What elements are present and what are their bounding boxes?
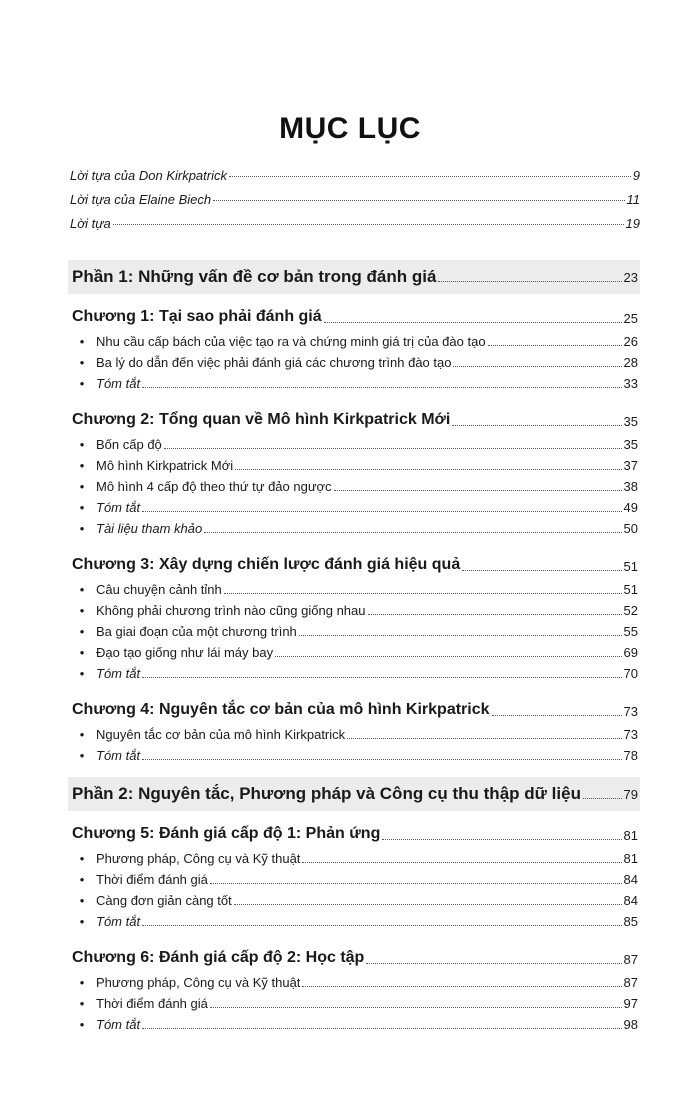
dot-leader bbox=[164, 448, 622, 449]
toc-chapter-entry-label: Chương 6: Đánh giá cấp độ 2: Học tập bbox=[72, 949, 365, 966]
toc-chapter-entry[interactable] bbox=[68, 296, 640, 326]
toc-item-entry-page-number: 84 bbox=[623, 893, 638, 908]
toc-item-entry-label: Mô hình 4 cấp độ theo thứ tự đảo ngược bbox=[96, 479, 332, 494]
dot-leader bbox=[299, 635, 622, 636]
toc-part-entry-label: Phần 2: Nguyên tắc, Phương pháp và Công cụ thu thập dữ liệu bbox=[72, 784, 581, 803]
dot-leader bbox=[453, 366, 621, 367]
toc-item-entry-page-number: 78 bbox=[623, 748, 638, 763]
dot-leader bbox=[302, 986, 621, 987]
bullet-icon: • bbox=[79, 355, 85, 370]
toc-item-entry-page-number: 50 bbox=[623, 521, 638, 536]
dot-leader bbox=[334, 490, 622, 491]
toc-chapter-entry[interactable] bbox=[68, 813, 640, 843]
dot-leader bbox=[324, 322, 622, 323]
toc-item-entry-label: Đạo tạo giống như lái máy bay bbox=[96, 645, 274, 660]
table-of-contents bbox=[68, 168, 640, 1046]
toc-item-entry[interactable] bbox=[68, 370, 640, 391]
toc-intro-entry-page-number: 11 bbox=[626, 192, 640, 207]
toc-item-entry-page-number: 98 bbox=[623, 1017, 638, 1032]
toc-item-entry[interactable] bbox=[68, 452, 640, 473]
toc-intro-entry-label: Lời tựa bbox=[70, 216, 111, 231]
dot-leader bbox=[204, 532, 621, 533]
toc-item-entry[interactable] bbox=[68, 515, 640, 536]
dot-leader bbox=[113, 224, 624, 225]
toc-item-entry[interactable] bbox=[68, 990, 640, 1011]
bullet-icon: • bbox=[79, 727, 85, 742]
bullet-icon: • bbox=[79, 666, 85, 681]
dot-leader bbox=[452, 425, 621, 426]
dot-leader bbox=[229, 176, 631, 177]
toc-chapter-entry-page-number: 87 bbox=[623, 952, 638, 967]
bullet-icon: • bbox=[79, 645, 85, 660]
toc-item-entry[interactable] bbox=[68, 969, 640, 990]
toc-item-entry-page-number: 52 bbox=[623, 603, 638, 618]
dot-leader bbox=[438, 281, 621, 282]
toc-item-entry-label: Ba giai đoạn của một chương trình bbox=[96, 624, 297, 639]
toc-chapter-entry-label: Chương 2: Tổng quan về Mô hình Kirkpatrick Mới bbox=[72, 411, 451, 428]
toc-item-entry[interactable] bbox=[68, 328, 640, 349]
dot-leader bbox=[235, 469, 621, 470]
toc-part-entry-page-number: 23 bbox=[623, 269, 638, 285]
toc-chapter-entry-page-number: 73 bbox=[623, 704, 638, 719]
toc-chapter-entry-label: Chương 1: Tại sao phải đánh giá bbox=[72, 308, 322, 325]
toc-item-entry-page-number: 38 bbox=[623, 479, 638, 494]
toc-item-entry[interactable] bbox=[68, 597, 640, 618]
dot-leader bbox=[142, 925, 621, 926]
toc-item-entry[interactable] bbox=[68, 494, 640, 515]
dot-leader bbox=[275, 656, 621, 657]
bullet-icon: • bbox=[79, 376, 85, 391]
toc-item-entry-page-number: 97 bbox=[623, 996, 638, 1011]
bullet-icon: • bbox=[79, 975, 85, 990]
dot-leader bbox=[382, 839, 621, 840]
toc-item-entry-label: Bốn cấp độ bbox=[96, 437, 162, 452]
dot-leader bbox=[347, 738, 621, 739]
toc-item-entry-page-number: 87 bbox=[623, 975, 638, 990]
toc-chapter-entry-label: Chương 4: Nguyên tắc cơ bản của mô hình Kirkpatrick bbox=[72, 701, 490, 718]
dot-leader bbox=[213, 200, 624, 201]
toc-chapter-entry-label: Chương 5: Đánh giá cấp độ 1: Phản ứng bbox=[72, 825, 381, 842]
toc-chapter-entry-label: Chương 3: Xây dựng chiến lược đánh giá hiệu quả bbox=[72, 556, 461, 573]
dot-leader bbox=[492, 715, 622, 716]
toc-item-entry-label: Càng đơn giản càng tốt bbox=[96, 893, 232, 908]
toc-item-entry[interactable] bbox=[68, 908, 640, 929]
bullet-icon: • bbox=[79, 893, 85, 908]
bullet-icon: • bbox=[79, 624, 85, 639]
page-title: MỤC LỤC bbox=[279, 112, 421, 145]
toc-item-entry[interactable] bbox=[68, 742, 640, 763]
bullet-icon: • bbox=[79, 603, 85, 618]
dot-leader bbox=[210, 1007, 622, 1008]
toc-item-entry-label: Nguyên tắc cơ bản của mô hình Kirkpatrick bbox=[96, 727, 346, 742]
toc-item-entry-label: Tóm tắt bbox=[96, 1017, 141, 1032]
toc-item-entry-page-number: 69 bbox=[623, 645, 638, 660]
toc-item-entry[interactable] bbox=[68, 721, 640, 742]
toc-item-entry-page-number: 33 bbox=[623, 376, 638, 391]
dot-leader bbox=[234, 904, 622, 905]
toc-item-entry-label: Mô hình Kirkpatrick Mới bbox=[96, 458, 234, 473]
bullet-icon: • bbox=[79, 996, 85, 1011]
toc-item-entry-page-number: 81 bbox=[623, 851, 638, 866]
dot-leader bbox=[142, 511, 621, 512]
toc-item-entry-label: Tóm tắt bbox=[96, 748, 141, 763]
toc-item-entry[interactable] bbox=[68, 431, 640, 452]
toc-item-entry[interactable] bbox=[68, 473, 640, 494]
dot-leader bbox=[488, 345, 622, 346]
dot-leader bbox=[224, 593, 622, 594]
toc-chapter-entry[interactable] bbox=[68, 399, 640, 429]
toc-part-entry-label: Phần 1: Những vấn đề cơ bản trong đánh giá bbox=[72, 267, 437, 286]
dot-leader bbox=[462, 570, 621, 571]
toc-item-entry-label: Tóm tắt bbox=[96, 914, 141, 929]
toc-item-entry-page-number: 85 bbox=[623, 914, 638, 929]
toc-chapter-entry[interactable] bbox=[68, 544, 640, 574]
toc-intro-entry-page-number: 9 bbox=[632, 168, 640, 183]
toc-item-entry-label: Thời điểm đánh giá bbox=[96, 872, 208, 887]
toc-item-entry-page-number: 28 bbox=[623, 355, 638, 370]
toc-item-entry[interactable] bbox=[68, 576, 640, 597]
bullet-icon: • bbox=[79, 334, 85, 349]
dot-leader bbox=[142, 1028, 621, 1029]
toc-item-entry[interactable] bbox=[68, 349, 640, 370]
toc-item-entry-page-number: 84 bbox=[623, 872, 638, 887]
toc-chapter-entry[interactable] bbox=[68, 937, 640, 967]
toc-item-entry-page-number: 73 bbox=[623, 727, 638, 742]
bullet-icon: • bbox=[79, 437, 85, 452]
dot-leader bbox=[366, 963, 621, 964]
toc-part-entry[interactable] bbox=[68, 260, 640, 294]
toc-item-entry-label: Tóm tắt bbox=[96, 500, 141, 515]
toc-chapter-entry-page-number: 51 bbox=[623, 559, 638, 574]
toc-intro-entry[interactable] bbox=[68, 168, 640, 192]
toc-chapter-entry[interactable] bbox=[68, 689, 640, 719]
bullet-icon: • bbox=[79, 458, 85, 473]
toc-item-entry[interactable] bbox=[68, 618, 640, 639]
toc-item-entry[interactable] bbox=[68, 1011, 640, 1032]
toc-chapter-entry-page-number: 81 bbox=[623, 828, 638, 843]
bullet-icon: • bbox=[79, 872, 85, 887]
toc-item-entry-page-number: 51 bbox=[623, 582, 638, 597]
dot-leader bbox=[210, 883, 622, 884]
bullet-icon: • bbox=[79, 582, 85, 597]
bullet-icon: • bbox=[79, 500, 85, 515]
toc-chapter-entry-page-number: 25 bbox=[623, 311, 638, 326]
toc-item-entry-page-number: 70 bbox=[623, 666, 638, 681]
toc-item-entry[interactable] bbox=[68, 660, 640, 681]
toc-item-entry-label: Phương pháp, Công cụ và Kỹ thuật bbox=[96, 975, 301, 990]
dot-leader bbox=[142, 387, 621, 388]
toc-item-entry-label: Nhu cầu cấp bách của việc tạo ra và chứng minh giá trị của đào tạo bbox=[96, 334, 486, 349]
toc-item-entry-page-number: 49 bbox=[623, 500, 638, 515]
toc-item-entry[interactable] bbox=[68, 639, 640, 660]
toc-item-entry-label: Không phải chương trình nào cũng giống nhau bbox=[96, 603, 366, 618]
toc-chapter-entry-page-number: 35 bbox=[623, 414, 638, 429]
toc-item-entry-page-number: 35 bbox=[623, 437, 638, 452]
toc-part-entry[interactable] bbox=[68, 777, 640, 811]
toc-intro-entry[interactable] bbox=[68, 192, 640, 216]
dot-leader bbox=[142, 677, 621, 678]
bullet-icon: • bbox=[79, 479, 85, 494]
dot-leader bbox=[368, 614, 622, 615]
toc-item-entry-label: Câu chuyện cảnh tỉnh bbox=[96, 582, 222, 597]
toc-intro-entry[interactable] bbox=[68, 216, 640, 240]
toc-part-entry-page-number: 79 bbox=[623, 786, 638, 802]
dot-leader bbox=[142, 759, 621, 760]
toc-item-entry-page-number: 55 bbox=[623, 624, 638, 639]
toc-intro-entry-page-number: 19 bbox=[625, 216, 640, 231]
bullet-icon: • bbox=[79, 851, 85, 866]
dot-leader bbox=[302, 862, 621, 863]
toc-item-entry-label: Tóm tắt bbox=[96, 666, 141, 681]
bullet-icon: • bbox=[79, 914, 85, 929]
toc-item-entry[interactable] bbox=[68, 866, 640, 887]
toc-intro-entry-label: Lời tựa của Don Kirkpatrick bbox=[70, 168, 227, 183]
bullet-icon: • bbox=[79, 521, 85, 536]
toc-item-entry-page-number: 37 bbox=[623, 458, 638, 473]
bullet-icon: • bbox=[79, 1017, 85, 1032]
toc-item-entry[interactable] bbox=[68, 887, 640, 908]
toc-item-entry-page-number: 26 bbox=[623, 334, 638, 349]
dot-leader bbox=[583, 798, 622, 799]
toc-item-entry-label: Tài liệu tham khảo bbox=[96, 521, 203, 536]
toc-intro-entry-label: Lời tựa của Elaine Biech bbox=[70, 192, 212, 207]
toc-item-entry-label: Ba lý do dẫn đến việc phải đánh giá các chương trình đào tạo bbox=[96, 355, 452, 370]
bullet-icon: • bbox=[79, 748, 85, 763]
toc-item-entry[interactable] bbox=[68, 845, 640, 866]
toc-item-entry-label: Thời điểm đánh giá bbox=[96, 996, 208, 1011]
toc-item-entry-label: Tóm tắt bbox=[96, 376, 141, 391]
toc-item-entry-label: Phương pháp, Công cụ và Kỹ thuật bbox=[96, 851, 301, 866]
